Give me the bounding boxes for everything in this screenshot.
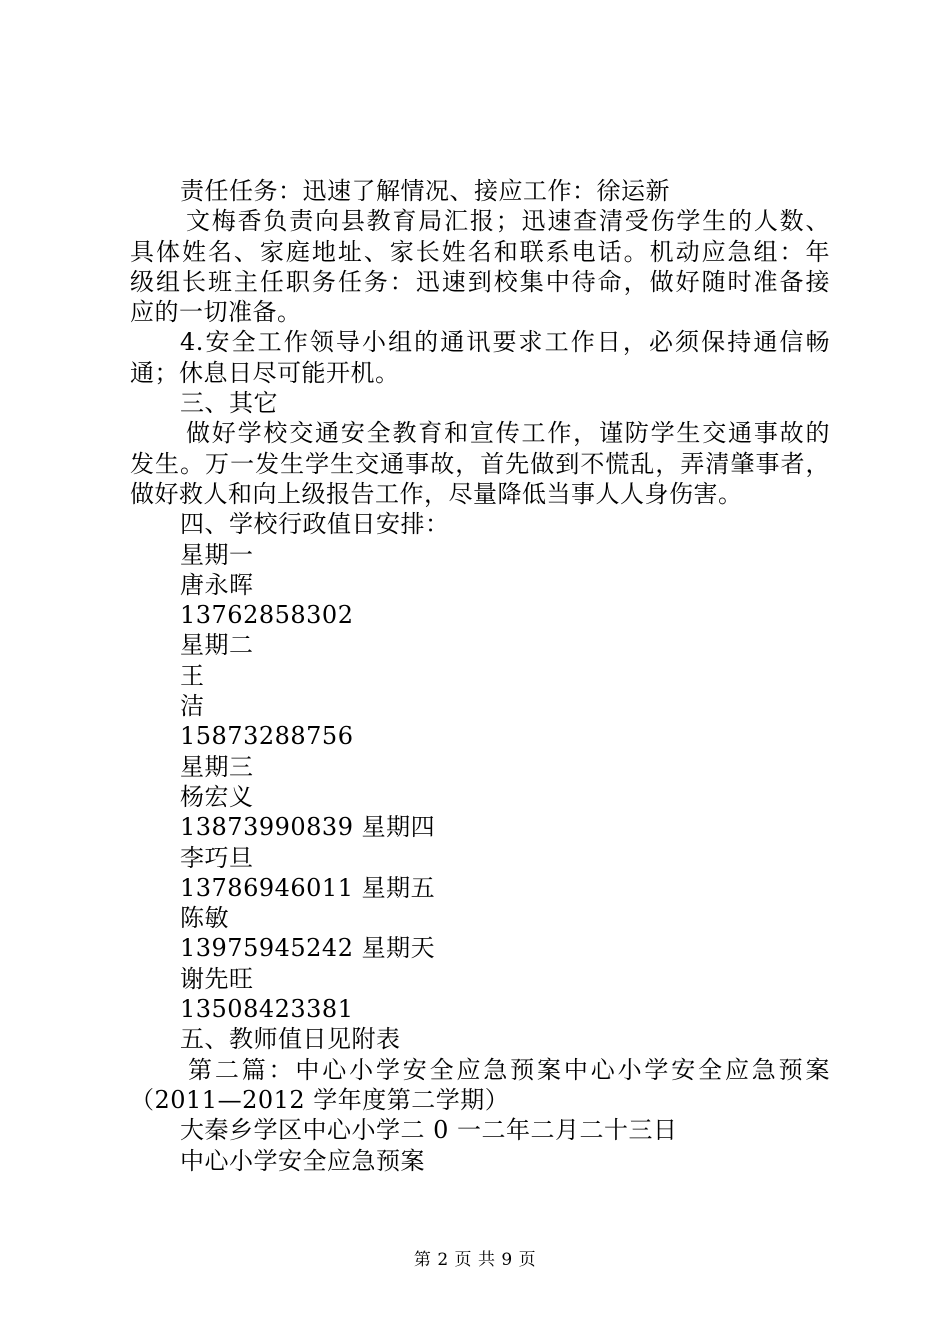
text-line: 陈敏 [180,904,229,933]
text-line: 做好救人和向上级报告工作，尽量降低当事人人身伤害。 [130,479,743,508]
document-body [130,176,830,1176]
text-line: 13873990839 星期四 [180,813,436,842]
text-line: 13508423381 [180,995,354,1024]
text-line: 星期一 [180,540,254,569]
text-line: 4.安全工作领导小组的通讯要求工作日，必须保持通信畅 [180,328,830,357]
text-line: 应的一切准备。 [130,298,302,327]
text-line: 第二篇：中心小学安全应急预案中心小学安全应急预案 [188,1055,830,1084]
text-line: 13786946011 星期五 [180,873,436,902]
text-line: 李巧旦 [180,843,254,872]
page-footer: 第 2 页 共 9 页 [413,1250,537,1270]
text-line: 具体姓名、家庭地址、家长姓名和联系电话。机动应急组：年 [130,237,830,266]
text-line: 五、教师值日见附表 [180,1025,401,1054]
text-line: 大秦乡学区中心小学二 0 一二年二月二十三日 [180,1116,678,1145]
text-line: 13975945242 星期天 [180,934,436,963]
text-line: 洁 [180,692,205,721]
text-line: 谢先旺 [180,964,254,993]
text-line: 责任任务：迅速了解情况、接应工作：徐运新 [180,177,670,205]
text-line: 文梅香负责向县教育局汇报；迅速查清受伤学生的人数、 [186,207,830,236]
text-line: 通；休息日尽可能开机。 [130,358,400,387]
text-line: 星期二 [180,631,254,660]
text-line: 星期三 [180,752,254,781]
text-line: 15873288756 [180,722,354,751]
text-line: 中心小学安全应急预案 [180,1146,425,1175]
text-line: 级组长班主任职务任务：迅速到校集中待命，做好随时准备接 [130,267,830,296]
text-line: 发生。万一发生学生交通事故，首先做到不慌乱，弄清肇事者， [130,449,830,478]
text-line: 四、学校行政值日安排： [180,510,450,539]
text-line: 13762858302 [180,601,354,630]
text-line: 王 [180,661,205,690]
text-line: 唐永晖 [180,570,254,599]
text-line: （2011—2012 学年度第二学期） [130,1085,510,1114]
text-line: 三、其它 [180,389,278,418]
text-line: 做好学校交通安全教育和宣传工作，谨防学生交通事故的 [186,419,830,448]
text-line: 杨宏义 [180,782,254,811]
